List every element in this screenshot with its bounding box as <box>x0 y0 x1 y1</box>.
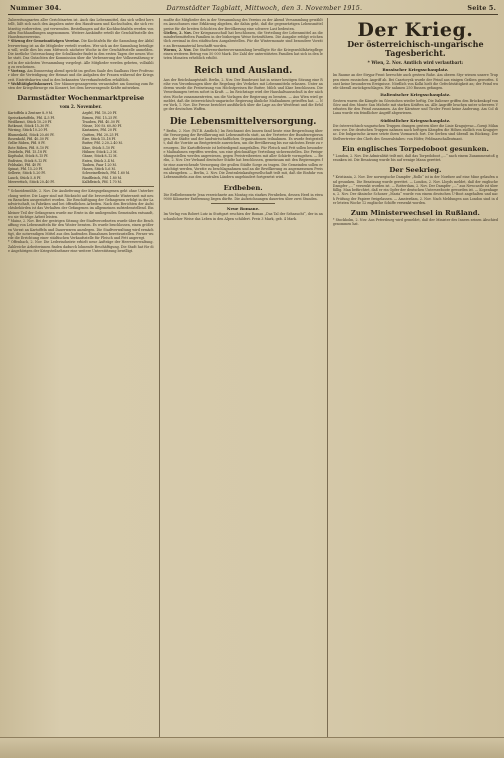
market-price-row: Nüsse, 100 St. 60–80 Pf. <box>82 124 122 129</box>
divider <box>8 186 154 187</box>
col1-p1-head: * Sitzung der Gemeinnützigen Vereine. <box>8 39 81 44</box>
subheadline-tagesbericht: Der österreichisch-ungarische Tagesbericht. <box>347 39 484 58</box>
ministerwechsel-text: * Stockholm, 2. Nov. Aus Petersburg wird gemeldet, daß der Minister des Innern seinen Abschied genommen hat. <box>332 218 498 227</box>
suedoestlicher-text: Die österreichisch-ungarischen Truppen drangen gestern über die Linie Kragujevac—Gornji Milanovac vor. Die deutschen Truppen nahmen nach heftigen Kämpfen die Höhen südlich von Kragujevac. Die bulgarische Armee setzte ihren Vormarsch fort. Die Serben sind überall im Rückzug. Der Stellvertreter des Chefs des Generalstabes: von Höfer, Feldmarschalleutnant. <box>332 123 498 141</box>
col1-p6: * Offenbach, 2. Nov. Die Lederindustrie erhielt neue Aufträge der Heeresverwaltung. Zahlreiche Arbeiterinnen finden dadurch lohnende Beschäftigung. Die Stadt hat für die Angehörigen der Kriegsteilnehmer eine weitere Unterstützung bewilligt. <box>8 240 154 253</box>
market-price-row: Kastanien, Pfd. 20 Pf. <box>82 128 118 133</box>
divider <box>211 203 275 204</box>
columns <box>8 18 498 755</box>
erdbeben-text: Die Erdbebenwarte Jena verzeichnete am Montag ein starkes Fernbeben, dessen Herd in etwa 9000 Kilometer Entfernung liegen dürfte. Die Aufzeichnungen dauerten über zwei Stunden. <box>163 192 323 201</box>
col1-paragraph <box>8 39 154 69</box>
market-price-row: Gänse, Stück 8–12 M. <box>82 154 118 159</box>
market-column-left <box>8 111 79 184</box>
col2-p1-head: Gießen, 2. Nov. <box>163 30 192 35</box>
heading-erdbeben: Erdbeben. <box>223 183 263 192</box>
market-column-right <box>82 111 153 184</box>
market-price-row: Speisekartoffeln, Pfd. 4–5 Pf. <box>8 115 55 120</box>
market-price-row: Kopfsalat, Stück 8–15 Pf. <box>8 154 49 159</box>
market-price-row: Gelbe Rüben, Pfd. 8 Pf. <box>8 141 46 146</box>
col2-paragraph <box>164 31 323 48</box>
market-price-row: Schweinefleisch, Pfd. 1.60 M. <box>82 171 131 176</box>
col2-p1: Der Kriegsausschuß hat beschlossen, die Verteilung der Lebensmittel an die minderbemittelten Familien in der bisherigen Weise fortzuführen. Die Ausgabe erfolgt wöchentlich zweimal in den städtischen Ausgabestellen. Für die Wintermonate sind besondere Vorräte an Brennmaterial beschafft worden. <box>163 30 323 48</box>
market-price-row: Eier, Stück 15–18 Pf. <box>82 137 116 142</box>
market-title: Darmstädter Wochenmarktpreise <box>17 94 145 103</box>
lebensmittel-text: * Berlin, 2. Nov. (W.T.B. Amtlich.) Im Reichsamt des Innern fand heute eine Besprechung über die Versorgung der Bevölkerung mit Lebensmitteln statt, an der Vertreter der Bundesregierungen, der Städte und der landwirtschaftlichen Organisationen teilnahmen. Es wurde festgestellt, daß die Vorräte an Brotgetreide ausreichen, um die Bevölkerung bis zur nächsten Ernte zu versorgen. Die Kartoffelernte ist befriedigend ausgefallen. Für Fleisch und Fett sollen besondere Maßnahmen ergriffen werden, um eine gleichmäßige Verteilung sicherzustellen. Die Preisprüfungsstellen werden angewiesen, gegen Preistreibereien mit aller Schärfe vorzugehen. — Berlin, 2. Nov. Der Verband deutscher Städte hat beschlossen, gemeinsam mit den Regierungen für eine ausreichende Versorgung der großen Städte Sorge zu tragen. Die Gemeinden sollen ermächtigt werden, Vorräte zu beschlagnahmen und an die Bevölkerung zu angemessenen Preisen abzugeben. — Berlin, 2. Nov. Die Zentraleinkaufsgesellschaft teilt mit, daß die Einfuhr von Lebensmitteln aus den neutralen Ländern ungehindert fortgesetzt wird. <box>163 128 323 180</box>
seekrieg-text: * Kristiania, 2. Nov. Der norwegische Dampfer „Rollo“ ist in der Nordsee auf eine Mine gelaufen und gesunken. Die Besatzung wurde gerettet. — London, 2. Nov. Lloyds meldet, daß der englische Dampfer „...“ versenkt worden ist. — Rotterdam, 2. Nov. Der Dampfer „...“ aus Newcastle ist überfällig. Man befürchtet, daß er ein Opfer der deutschen Unterseeboote geworden ist. — Kopenhagen, 2. Nov. Der dänische Schoner „Maria“ wurde von einem deutschen U-Boot angehalten und nach Prüfung der Papiere freigelassen. — Amsterdam, 2. Nov. Nach Meldungen aus London sind in der letzten Woche 12 englische Schiffe versenkt worden. <box>332 175 498 205</box>
market-price-row: Quitten, Pfd. 20–25 Pf. <box>82 132 119 137</box>
heading-seekrieg: Der Seekrieg. <box>389 166 442 175</box>
market-price-row: Rote Rüben, Pfd. 8–10 Pf. <box>8 145 50 150</box>
market-price-row: Butter, Pfd. 2.20–2.40 M. <box>82 141 123 146</box>
market-price-row: Tauben, Paar 1.20 M. <box>82 162 117 167</box>
col1-p1: Die Kochtafeln für die Sammlung der Abfallverwertung ist an die Mitglieder verteilt worden. Wer sich an der Sammlung beteiligen will, wolle dies bis zum Mittwoch nächster Woche in der Geschäftsstelle anmelden. Die ärztliche Untersuchung der Schulkinder findet in den ersten Tagen der neuen Woche statt. Das Gutachten der Kommission über die Verbesserung der Volksernährung wird in der nächsten Versammlung vorgelegt. Alle Mitglieder werden gebeten, vollzählig zu erscheinen. <box>8 39 154 69</box>
reich-text: Aus der Reichshauptstadt. Berlin, 2. Nov. Der Bundesrat hat in seiner heutigen Sitzung eine Reihe von Verordnungen über die Regelung des Verkehrs mit Lebensmitteln erlassen. Unter anderem wurde die Festsetzung von Höchstpreisen für Butter, Milch und Käse beschlossen. Die Verordnungen treten sofort in Kraft. — Im Reichstage wird der Haushaltsausschuß in der nächsten Woche zusammentreten, um die Vorlagen der Regierung zu beraten. — Aus Wien wird gemeldet, daß die österreichisch-ungarische Regierung ähnliche Maßnahmen getroffen hat. — New York, 1. Nov. Die Presse berichtet ausführlich über die Lage an der Westfront und die Erfolge der deutschen Waffen. <box>163 77 323 112</box>
col1-paragraph <box>8 82 154 91</box>
col1-p2-head: * Vortrag. <box>8 69 26 73</box>
page-number-right: Seite 5. <box>467 4 496 12</box>
market-price-row: Aepfel, Pfd. 10–20 Pf. <box>82 111 117 116</box>
col1-paragraph <box>8 69 154 82</box>
market-price-row: Meerrettich, Stück 20–40 Pf. <box>8 180 55 184</box>
market-price-row: Lauch, Stück 5–8 Pf. <box>8 175 42 180</box>
market-price-row: Birnen, Pfd. 15–25 Pf. <box>82 115 118 120</box>
heading-italienischer: Italienischer Kriegsschauplatz. <box>380 92 451 98</box>
heading-suedoestlicher: Südöstlicher Kriegsschauplatz. <box>380 117 451 123</box>
italienischer-text: Gestern waren die Kämpfe im Görzischen wieder heftig. Die Italiener griffen den Brückenkopf von Görz und den Monte San Michele mit starken Kräften an. Alle Angriffe brachen unter schweren Verlusten für den Feind zusammen. An der Kärntner und Tiroler Front keine Änderung. Am Col di Lana wurde ein feindlicher Angriff abgewiesen. <box>332 98 498 116</box>
heading-torpedoboot: Ein englisches Torpedoboot gesunken. <box>341 144 489 153</box>
market-price-row: Käse, Stück 5–10 Pf. <box>82 145 116 150</box>
market-price-row: Spinat, Pfd. 15–20 Pf. <box>8 167 43 172</box>
market-price-row: Feldsalat, Pfd. 40 Pf. <box>8 162 42 167</box>
column-3 <box>333 18 498 755</box>
col2-top: mußte die Mitglieder des in der Versammlung des Vereins zu der Abend Versammlung gewählten Ausschusses eine Erklärung abgeben, die dahin geht, daß die gegenwärtigen Lebensmittelpreise für die breiten Schichten der Bevölkerung eine schwere Last bedeuten. <box>163 18 323 31</box>
torpedoboot-text: * London, 2. Nov. Die Admiralität teilt mit, daß das Torpedoboot „...“ nach einem Zusammenstoß gesunken ist. Die Besatzung wurde bis auf wenige Mann gerettet. <box>332 153 498 162</box>
russischer-text: Im Raume an der Strypa-Front herrschte auch gestern Ruhe. Am oberen Styr wiesen unsere Truppen einen russischen Angriff ab. Bei Czartorysk wurde der Feind aus einigen Gräben geworfen. Sonst keine besonderen Ereignisse. Nördlich von Kolki hielt die Gefechtstätigkeit an; der Feind wurde überall zurückgeschlagen. Wir nahmen 250 Russen gefangen. <box>332 73 498 90</box>
market-price-row: Sellerie, Stück 5–20 Pf. <box>8 171 46 176</box>
col1-p2: Am Donnerstag abend spricht im großen Saale des Saalbaus Herr Professor über die Verteidigung der Heimat und die Aufgaben der Frauen während der Kriegszeit. Eintrittskarten sind in den bekannten Vorverkaufsstellen erhältlich. <box>8 69 154 82</box>
masthead <box>8 4 498 15</box>
page-bottom-margin <box>0 737 504 758</box>
market-price-row: Rindfleisch, Pfd. 1.80 M. <box>82 175 123 180</box>
market-price-row: Enten, Stück 3–4 M. <box>82 158 116 163</box>
market-price-row: Rotkraut, Stück 15–30 Pf. <box>8 124 50 129</box>
wien-lead: * Wien, 2. Nov. Amtlich wird verlautbart: <box>367 60 464 65</box>
column-2 <box>159 18 328 755</box>
market-price-row: Kartoffeln à Zentner 8–9 M. <box>8 111 54 116</box>
market-price-row: Weißkraut, Stück 10–20 Pf. <box>8 119 52 124</box>
market-price-row: Endivien, Stück 8–12 Pf. <box>8 158 48 163</box>
market-price-row: Rosenkohl, Pfd. 40–50 Pf. <box>8 137 50 142</box>
col2-p2: Die Stadtverordnetenversammlung bewilligte für die Kriegswohlfahrtspflege einen weiteren Betrag von 50 000 Mark. Die Zahl der unterstützten Familien hat sich in den letzten Monaten erheblich erhöht. <box>163 47 323 61</box>
col1-intro: Zubereitungsarten aller Gerichtsarten ist. Auch das Lebensmittel, das sich selbst herstellt, läßt sich nach den Angaben unter den Hausfrauen und Kochschulen, die sich rechtzeitig vorbereiten, gut verwenden. Bestellungen auf die Kochbuchtafeln werden von allen Buchhandlungen angenommen. Weitere Auskünfte erteilt die Geschäftsstelle des Hausfrauenvereins. <box>8 18 154 39</box>
market-price-row: Zwiebeln, Pfd. 15–18 Pf. <box>8 149 48 154</box>
col1-p3-head: * Wohltätigkeitskonzert. <box>8 81 54 86</box>
market-price-row: Hasen, Stück 5–6 M. <box>82 167 116 172</box>
market-price-table <box>8 111 154 184</box>
col1-p4: * Schneidemühle, 2. Nov. Die Auslieferung der Kriegsgefangenen geht ohne Unterbrechung weiter. Die Lager sind mit Rücksicht auf die bevorstehende Winterszeit mit neuen Baracken ausgestattet worden. Die Beschäftigung der Gefangenen erfolgt in der Landwirtschaft, in Fabriken und bei öffentlichen Arbeiten. Nach den Berichten der Aufsichtsbehörden ist das Verhalten der Gefangenen im allgemeinen zufriedenstellend. Ein kleiner Teil der Gefangenen wurde zur Ernte in die umliegenden Gemeinden entsandt, wo sie tüchtige Arbeit leisten. <box>8 189 154 219</box>
heading-russischer: Russischer Kriegsschauplatz. <box>382 67 449 72</box>
col2-paragraph <box>164 48 323 61</box>
market-price-row: Kalbfleisch, Pfd. 1.70 M. <box>82 180 122 184</box>
heading-lebensmittel: Die Lebensmittelversorgung. <box>169 116 317 127</box>
col1-p5: * Mainz, 2. Nov. Bei der gestrigen Sitzung der Stadtverordneten wurde über die Beschaffung von Lebensmitteln für den Winter beraten. Es wurde beschlossen, einen größeren Vorrat an Kartoffeln und Dauerwaren anzulegen. Die Stadtverwaltung wird ermächtigt, die notwendigen Mittel aus den laufenden Einnahmen bereitzustellen. Ferner wurde die Errichtung einer städtischen Verkaufsstelle für Fleisch und Fett angeregt. <box>8 219 154 241</box>
market-price-row: Hühner, Stück 2–3 M. <box>82 149 118 154</box>
headline-krieg: Der Krieg. <box>357 19 474 41</box>
heading-reich-ausland: Reich und Ausland. <box>194 65 293 76</box>
market-date: vom 2. November. <box>59 104 102 110</box>
col1-p3: Der Männergesangverein veranstaltet am Sonntag zum Besten der Kriegsfürsorge ein Konzert, bei dem hervorragende Kräfte mitwirken. <box>8 81 154 90</box>
column-1 <box>8 18 154 755</box>
market-price-row: Trauben, Pfd. 40–50 Pf. <box>82 119 121 124</box>
col2-p2-head: Worms, 2. Nov. <box>163 47 192 52</box>
page-number-left: Nummer 304. <box>10 4 62 12</box>
heading-romane: Neue Romane. <box>226 206 260 211</box>
market-price-row: Blumenkohl, Stück 20–60 Pf. <box>8 132 55 137</box>
heading-ministerwechsel: Zum Ministerwechsel in Rußland. <box>350 209 480 217</box>
masthead-title: Darmstädter Tagblatt, Mittwoch, den 3. November 1915. <box>166 4 363 12</box>
market-price-row: Wirsing, Stück 10–20 Pf. <box>8 128 48 133</box>
romane-text: Im Verlag von Robert Lutz in Stuttgart erschien der Roman „Das Tal der Sehnsucht“, der in anschaulicher Weise das Leben in den Alpen schildert. Preis 3 Mark, geb. 4 Mark. <box>163 212 323 221</box>
